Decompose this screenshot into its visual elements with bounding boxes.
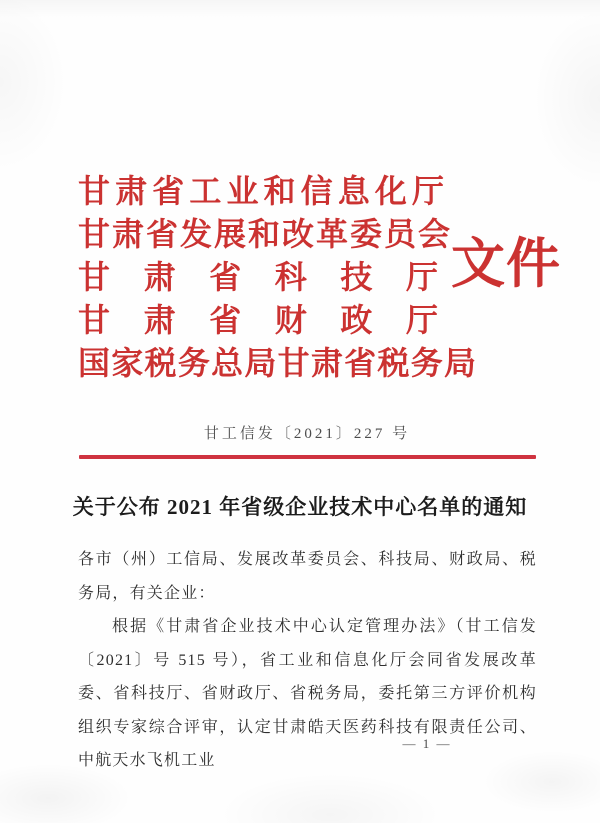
agency-line-4: 甘肃省财政厅 xyxy=(78,302,438,338)
document-mark: 文件 xyxy=(451,234,561,294)
agency-line-3: 甘肃省科技厅 xyxy=(78,259,438,295)
red-divider-line xyxy=(79,455,536,459)
page-number: — 1 — xyxy=(402,736,452,751)
agency-line-2: 甘肃省发展和改革委员会 xyxy=(78,216,450,252)
document-body xyxy=(78,543,537,778)
letterhead xyxy=(78,170,476,385)
agency-line-5: 国家税务总局甘肃省税务局 xyxy=(78,345,476,381)
salutation-paragraph: 各市（州）工信局、发展改革委员会、科技局、财政局、税务局，有关企业： xyxy=(78,551,537,602)
document-number: 甘工信发〔2021〕227 号 xyxy=(203,426,411,442)
document-title: 关于公布 2021 年省级企业技术中心名单的通知 xyxy=(72,495,528,519)
agency-line-1: 甘肃省工业和信息化厅 xyxy=(78,173,444,209)
body-paragraph: 根据《甘肃省企业技术中心认定管理办法》（甘工信发〔2021〕号 515 号），省工业和信息化厅会同省发展改革委、省科技厅、省财政厅、省税务局，委托第三方评价机构组织专家综合评审，认定甘肃皓天医药科技有限责任公司、中航天水飞机工业 xyxy=(78,618,537,769)
